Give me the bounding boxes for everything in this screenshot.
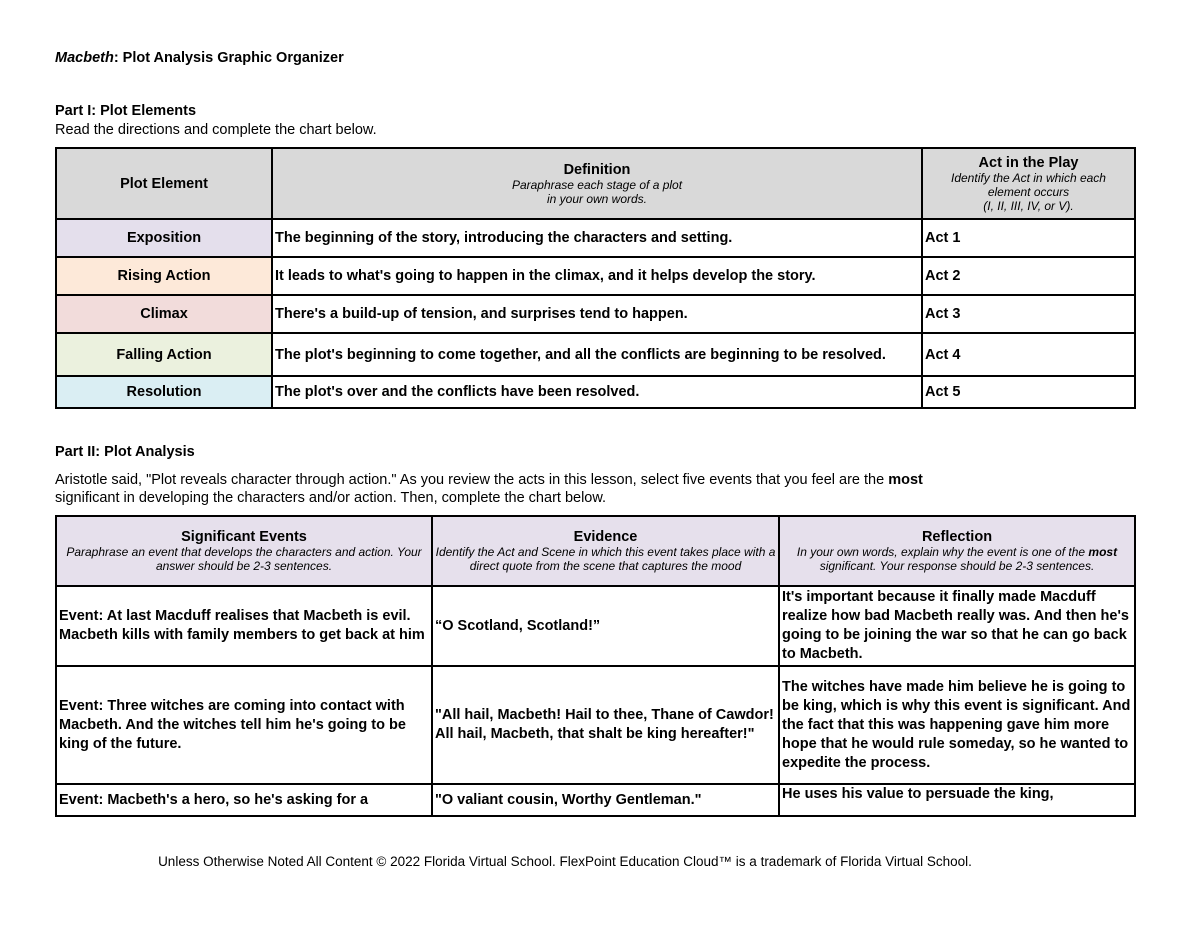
definition-cell[interactable]: The plot's beginning to come together, and all the conflicts are beginning to be resolved.	[272, 333, 922, 376]
header-significant-events	[56, 516, 432, 586]
act-cell[interactable]: Act 2	[922, 257, 1135, 295]
header-evidence-sub: Identify the Act and Scene in which this event takes place with a direct quote from the scene that captures the mood	[435, 545, 776, 573]
table-row	[56, 257, 1135, 295]
table-row	[56, 295, 1135, 333]
part1-heading: Part I: Plot Elements	[55, 103, 197, 119]
header-act-sub2: element occurs	[987, 184, 1070, 199]
table-row	[56, 376, 1135, 408]
part2-intro-a: Aristotle said, "Plot reveals character through action." As you review the acts in this lesson, select five events that you feel are the	[55, 472, 889, 488]
table-row	[56, 333, 1135, 376]
title-rest: : Plot Analysis Graphic Organizer	[113, 50, 344, 66]
header-events-sub: Paraphrase an event that develops the characters and action. Your answer should be 2-3 sentences.	[66, 545, 422, 573]
part2-intro-bold: most	[888, 472, 923, 488]
part2-intro	[55, 471, 1134, 507]
document-title	[55, 50, 344, 66]
part2-heading: Part II: Plot Analysis	[55, 444, 195, 460]
plot-element-cell: Rising Action	[56, 257, 272, 295]
evidence-cell[interactable]: “O Scotland, Scotland!”	[432, 586, 779, 666]
table-row	[56, 219, 1135, 257]
reflection-cell[interactable]: He uses his value to persuade the king,	[779, 784, 1135, 816]
evidence-cell[interactable]: "O valiant cousin, Worthy Gentleman."	[432, 784, 779, 816]
plot-analysis-header-row	[56, 516, 1135, 586]
header-act-sub3: (I, II, III, IV, or V).	[983, 198, 1074, 213]
reflection-sub-a: In your own words, explain why the event is one of the	[796, 545, 1089, 559]
definition-cell[interactable]: The plot's over and the conflicts have been resolved.	[272, 376, 922, 408]
header-evidence-title: Evidence	[573, 529, 638, 545]
header-act	[922, 148, 1135, 219]
definition-cell[interactable]: There's a build-up of tension, and surprises tend to happen.	[272, 295, 922, 333]
table-row	[56, 666, 1135, 784]
part2-intro-b: significant in developing the characters and/or action. Then, complete the chart below.	[55, 490, 607, 506]
title-italic: Macbeth	[55, 50, 114, 66]
event-cell[interactable]: Event: At last Macduff realises that Macbeth is evil. Macbeth kills with family members to get back at him	[56, 586, 432, 666]
header-definition-sub1: Paraphrase each stage of a plot	[511, 177, 683, 192]
part1-directions: Read the directions and complete the chart below.	[55, 122, 377, 138]
definition-cell[interactable]: The beginning of the story, introducing the characters and setting.	[272, 219, 922, 257]
header-definition-sub2: in your own words.	[546, 191, 648, 206]
header-definition	[272, 148, 922, 219]
header-act-sub1: Identify the Act in which each	[951, 170, 1106, 185]
act-cell[interactable]: Act 5	[922, 376, 1135, 408]
definition-cell[interactable]: It leads to what's going to happen in the climax, and it helps develop the story.	[272, 257, 922, 295]
table-row	[56, 784, 1135, 816]
event-cell[interactable]: Event: Three witches are coming into contact with Macbeth. And the witches tell him he's going to be king of the future.	[56, 666, 432, 784]
header-plot-element: Plot Element	[56, 148, 272, 219]
footer-copyright: Unless Otherwise Noted All Content © 2022 Florida Virtual School. FlexPoint Education Cloud™ is a trademark of Florida Virtual School.	[158, 854, 972, 869]
header-act-title: Act in the Play	[978, 154, 1079, 171]
header-reflection-sub	[782, 545, 1132, 573]
plot-element-cell: Climax	[56, 295, 272, 333]
event-cell[interactable]: Event: Macbeth's a hero, so he's asking for a	[56, 784, 432, 816]
table-row	[56, 586, 1135, 666]
plot-elements-table	[55, 147, 1136, 409]
header-reflection-title: Reflection	[921, 529, 993, 545]
header-definition-title: Definition	[563, 161, 631, 178]
plot-element-cell: Resolution	[56, 376, 272, 408]
header-evidence	[432, 516, 779, 586]
act-cell[interactable]: Act 1	[922, 219, 1135, 257]
plot-element-cell: Exposition	[56, 219, 272, 257]
plot-element-cell: Falling Action	[56, 333, 272, 376]
header-reflection	[779, 516, 1135, 586]
header-events-title: Significant Events	[181, 529, 307, 545]
evidence-cell[interactable]: "All hail, Macbeth! Hail to thee, Thane of Cawdor! All hail, Macbeth, that shalt be king hereafter!"	[432, 666, 779, 784]
act-cell[interactable]: Act 4	[922, 333, 1135, 376]
reflection-sub-bold: most	[1088, 545, 1118, 559]
act-cell[interactable]: Act 3	[922, 295, 1135, 333]
reflection-sub-b: significant. Your response should be 2-3 sentences.	[819, 559, 1095, 573]
reflection-cell[interactable]: The witches have made him believe he is going to be king, which is why this event is significant. And the fact that this was happening gave him more hope that he would rule someday, so he wanted to expedite the process.	[779, 666, 1135, 784]
plot-elements-header-row	[56, 148, 1135, 219]
plot-analysis-table	[55, 515, 1136, 817]
reflection-cell[interactable]: It's important because it finally made Macduff realize how bad Macbeth really was. And then he's going to be joining the war so that he can go back to Macbeth.	[779, 586, 1135, 666]
